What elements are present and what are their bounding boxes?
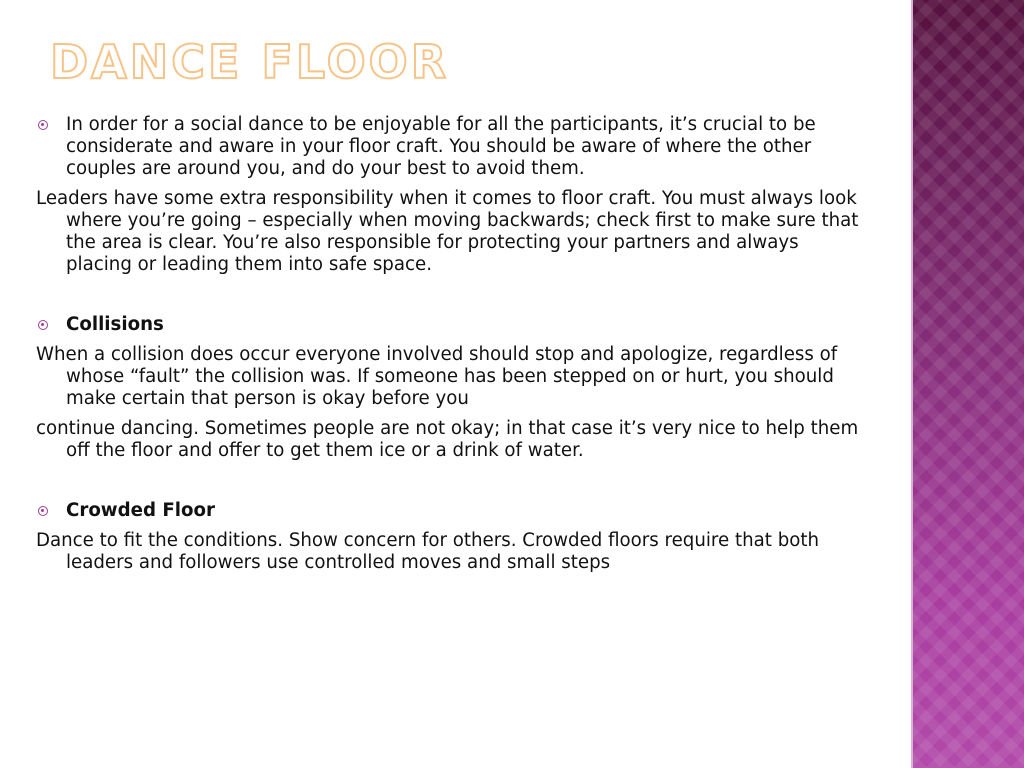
collisions-heading (36, 314, 866, 336)
crowded-floor-heading-text: Crowded Floor (66, 500, 215, 521)
slide-content (36, 114, 866, 582)
collisions-paragraph-2: continue dancing. Sometimes people are not okay; in that case it’s very nice to help them off the floor and offer to get them ice or a drink of water. (36, 418, 859, 461)
section-spacer (36, 284, 866, 314)
bullet-icon (38, 120, 48, 130)
leaders-paragraph: Leaders have some extra responsibility when it comes to floor craft. You must always look where you’re going – especially when moving backwards; check first to make sure that the area is clear. You’re also responsible for protecting your partners and always placing or leading them into safe space. (36, 188, 859, 275)
bullet-icon (38, 320, 48, 330)
intro-bullet-text: In order for a social dance to be enjoyable for all the participants, it’s crucial to be considerate and aware in your floor craft. You should be aware of where the other couples are around you, and do your best to avoid them. (66, 114, 816, 179)
section-spacer (36, 470, 866, 500)
crowded-floor-heading (36, 500, 866, 522)
collisions-heading-text: Collisions (66, 314, 164, 335)
bullet-icon (38, 506, 48, 516)
intro-bullet (36, 114, 866, 180)
collisions-paragraph-1: When a collision does occur everyone involved should stop and apologize, regardless of whose “fault” the collision was. If someone has been stepped on or hurt, you should make certain that person is okay before you (36, 344, 838, 409)
slide-title: DANCE FLOOR (50, 35, 450, 89)
crowded-floor-paragraph: Dance to fit the conditions. Show concern for others. Crowded floors require that both leaders and followers use controlled moves and small steps (36, 530, 820, 573)
decorative-side-band (911, 0, 1024, 768)
